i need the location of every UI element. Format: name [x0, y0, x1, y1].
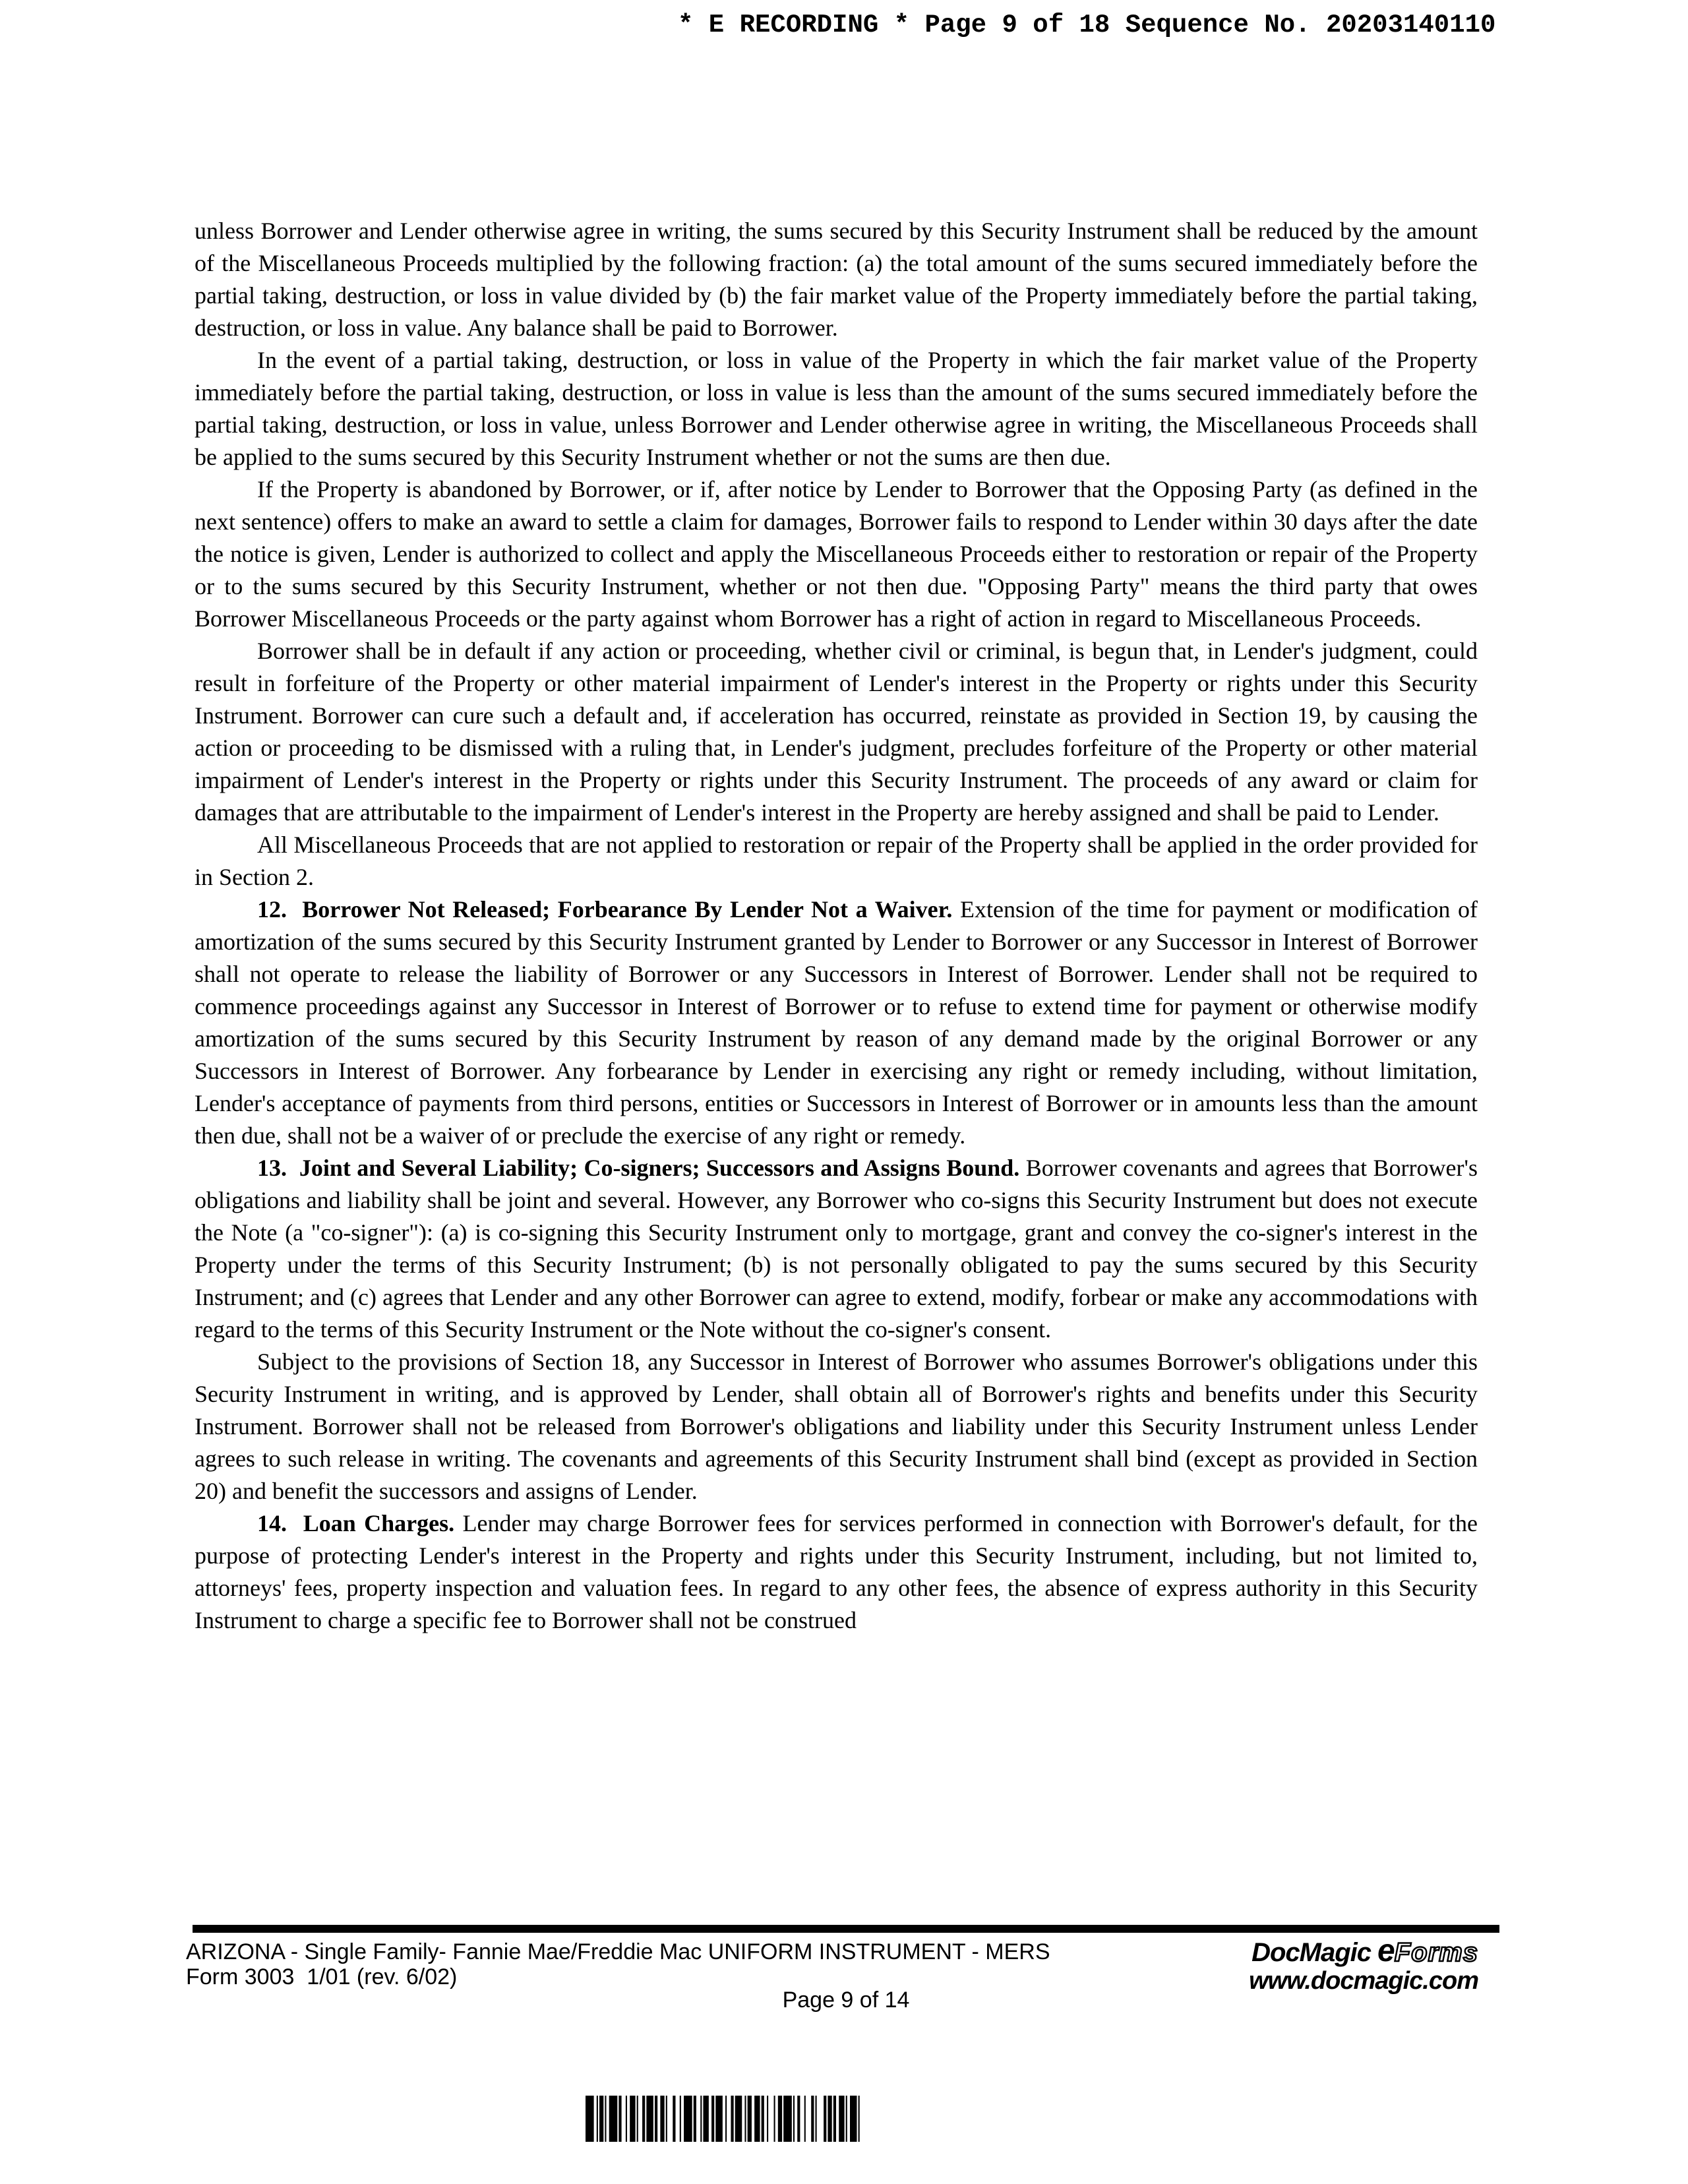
- paragraph: [195, 473, 1478, 635]
- docmagic-e-icon: e: [1377, 1933, 1395, 1968]
- footer-form-number-line: Form 3003 1/01 (rev. 6/02): [186, 1964, 458, 1989]
- docmagic-logo-line: [1249, 1933, 1478, 1968]
- section-12-heading: 12. Borrower Not Released; Forbearance By Lender Not a Waiver.: [257, 896, 953, 923]
- paragraph-text: unless Borrower and Lender otherwise agree in writing, the sums secured by this Security Instrument shall be reduced by the amount of the Miscellaneous Proceeds multiplied by the following fraction: (a) the total amount of the sums secured immediately before the partial taking, destruction, or loss in value divided by (b) the fair market value of the Property immediately before the partial taking, destruction, or loss in value. Any balance shall be paid to Borrower.: [195, 218, 1478, 341]
- docmagic-brand-text: DocMagic: [1251, 1938, 1372, 1967]
- docmagic-forms-text: Forms: [1394, 1938, 1478, 1967]
- paragraph-text: Borrower shall be in default if any action or proceeding, whether civil or criminal, is begun that, in Lender's judgment, could result in forfeiture of the Property or other material impairment of Lender's interest in the Property or rights under this Security Instrument. Borrower can cure such a default and, if acceleration has occurred, reinstate as provided in Section 19, by causing the action or proceeding to be dismissed with a ruling that, in Lender's judgment, precludes forfeiture of the Property or other material impairment of Lender's interest in the Property or rights under this Security Instrument. The proceeds of any award or claim for damages that are attributable to the impairment of Lender's interest in the Property are hereby assigned and shall be paid to Lender.: [195, 638, 1478, 826]
- paragraph-text: In the event of a partial taking, destruction, or loss in value of the Property in which the fair market value of the Property immediately before the partial taking, destruction, or loss in value is less than the amount of the sums secured immediately before the partial taking, destruction, or loss in value, unless Borrower and Lender otherwise agree in writing, the Miscellaneous Proceeds shall be applied to the sums secured by this Security Instrument whether or not the sums are then due.: [195, 347, 1478, 470]
- paragraph: [195, 344, 1478, 473]
- paragraph-text: Lender may charge Borrower fees for services performed in connection with Borrower's default, for the purpose of protecting Lender's interest in the Property and rights under this Security Instrument, including, but not limited to, attorneys' fees, property inspection and valuation fees. In regard to any other fees, the absence of express authority in this Security Instrument to charge a specific fee to Borrower shall not be construed: [195, 1510, 1478, 1633]
- barcode: [586, 2096, 864, 2142]
- paragraph-text: Subject to the provisions of Section 18, any Successor in Interest of Borrower who assumes Borrower's obligations under this Security Instrument in writing, and is approved by Lender, shall obtain all of Borrower's rights and benefits under this Security Instrument. Borrower shall not be released from Borrower's obligations and liability under this Security Instrument unless Lender agrees to such release in writing. The covenants and agreements of this Security Instrument shall bind (except as provided in Section 20) and benefit the successors and assigns of Lender.: [195, 1349, 1478, 1504]
- footer-form-info: [186, 1939, 1050, 1989]
- paragraph-text: Extension of the time for payment or modification of amortization of the sums secured by this Security Instrument granted by Lender to Borrower or any Successor in Interest of Borrower shall not operate to release the liability of Borrower or any Successors in Interest of Borrower. Lender shall not be required to commence proceedings against any Successor in Interest of Borrower or to refuse to extend time for payment or otherwise modify amortization of the sums secured by this Security Instrument by reason of any demand made by the original Borrower or any Successors in Interest of Borrower. Any forbearance by Lender in exercising any right or remedy including, without limitation, Lender's acceptance of payments from third persons, entities or Successors in Interest of Borrower or in amounts less than the amount then due, shall not be a waiver of or preclude the exercise of any right or remedy.: [195, 896, 1478, 1149]
- paragraph: [195, 829, 1478, 894]
- paragraph-text: All Miscellaneous Proceeds that are not applied to restoration or repair of the Property shall be applied in the order provided for in Section 2.: [195, 832, 1478, 890]
- footer-divider-rule: [193, 1925, 1499, 1933]
- footer-instrument-line: ARIZONA - Single Family- Fannie Mae/Freddie Mac UNIFORM INSTRUMENT - MERS: [186, 1939, 1050, 1964]
- paragraph-section-14: [195, 1507, 1478, 1637]
- paragraph-text: If the Property is abandoned by Borrower, or if, after notice by Lender to Borrower that the Opposing Party (as defined in the next sentence) offers to make an award to settle a claim for damages, Borrower fails to respond to Lender within 30 days after the date the notice is given, Lender is authorized to collect and apply the Miscellaneous Proceeds either to restoration or repair of the Property or to the sums secured by this Security Instrument, whether or not then due. "Opposing Party" means the third party that owes Borrower Miscellaneous Proceeds or the party against whom Borrower has a right of action in regard to Miscellaneous Proceeds.: [195, 476, 1478, 632]
- page-number: Page 9 of 14: [782, 1987, 910, 2013]
- document-body: [195, 215, 1478, 1637]
- docmagic-url: www.docmagic.com: [1249, 1967, 1478, 1995]
- paragraph: [195, 1346, 1478, 1507]
- paragraph-text: Borrower covenants and agrees that Borrower's obligations and liability shall be joint and several. However, any Borrower who co-signs this Security Instrument but does not execute the Note (a "co-signer"): (a) is co-signing this Security Instrument only to mortgage, grant and convey the co-signer's interest in the Property under the terms of this Security Instrument; (b) is not personally obligated to pay the sums secured by this Security Instrument; and (c) agrees that Lender and any other Borrower can agree to extend, modify, forbear or make any accommodations with regard to the terms of this Security Instrument or the Note without the co-signer's consent.: [195, 1155, 1478, 1343]
- paragraph-section-13: [195, 1152, 1478, 1346]
- e-recording-header: * E RECORDING * Page 9 of 18 Sequence No. 20203140110: [678, 11, 1496, 40]
- section-14-heading: 14. Loan Charges.: [257, 1510, 455, 1536]
- paragraph-section-12: [195, 894, 1478, 1152]
- paragraph-continuation: [195, 215, 1478, 344]
- paragraph: [195, 635, 1478, 829]
- docmagic-logo: [1249, 1933, 1478, 1995]
- section-13-heading: 13. Joint and Several Liability; Co-signers; Successors and Assigns Bound.: [257, 1155, 1020, 1181]
